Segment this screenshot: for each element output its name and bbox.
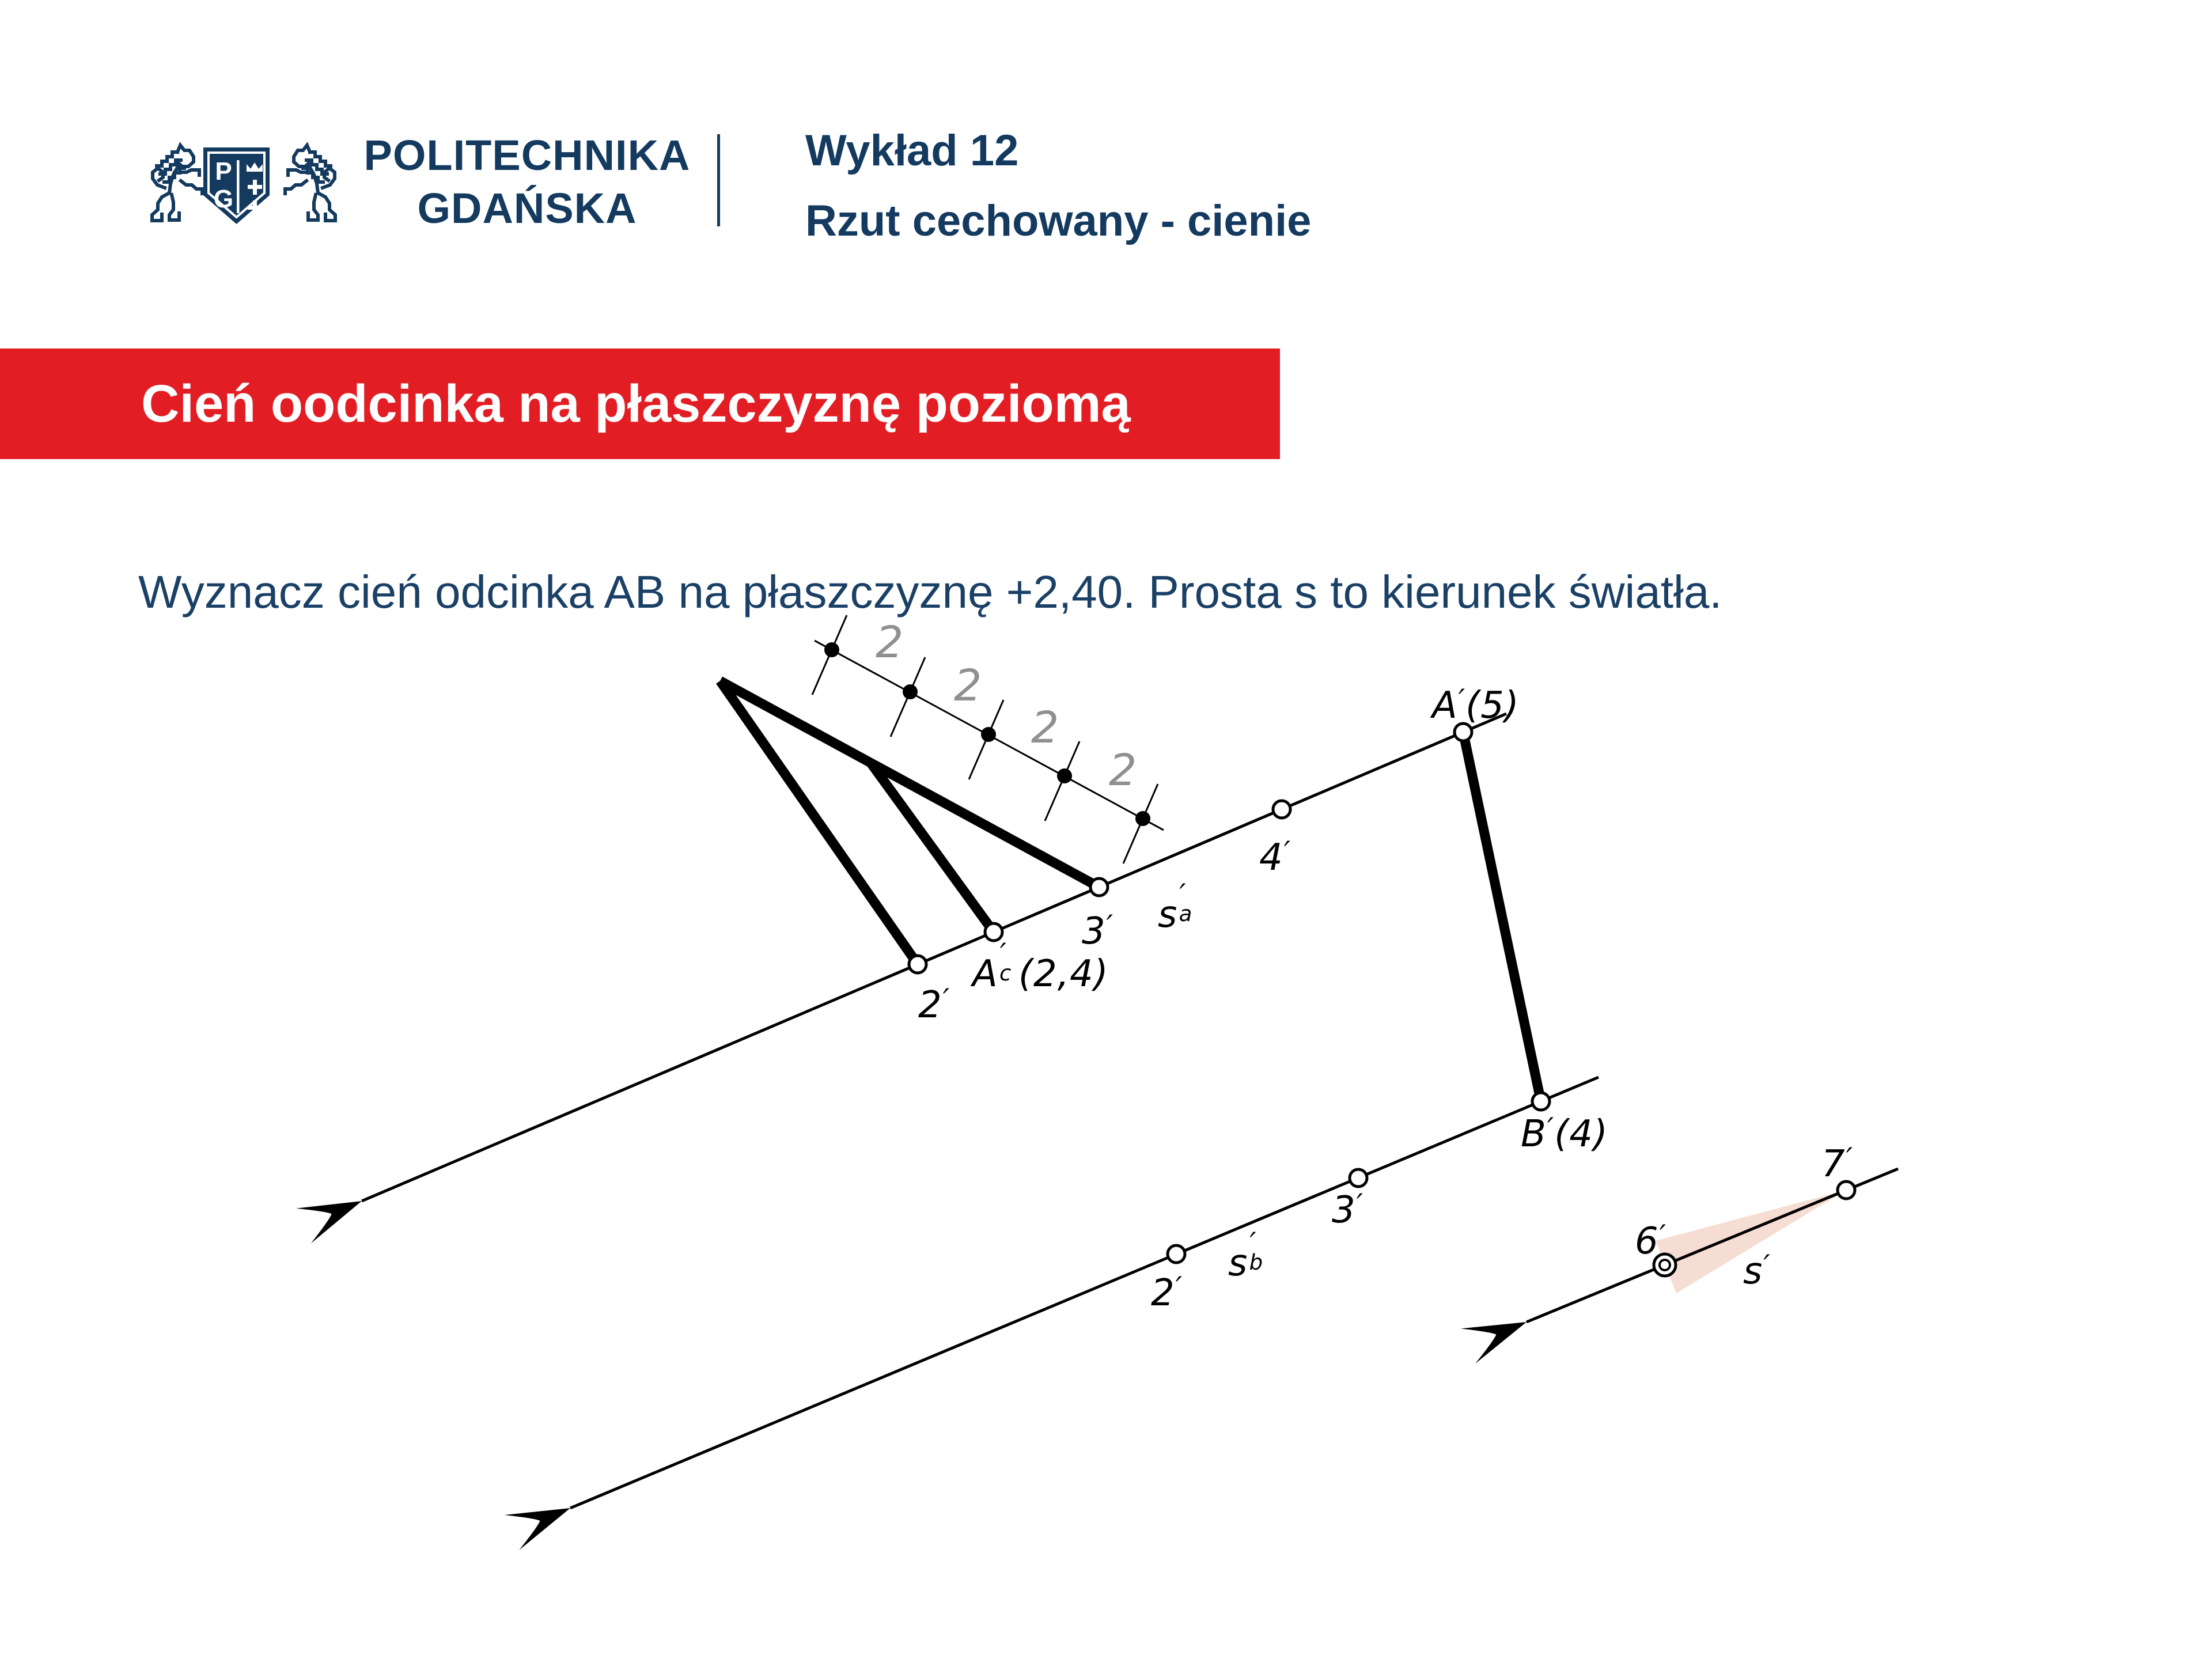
- point-3-upper: [1090, 878, 1108, 896]
- label-3-lower: 3′: [1332, 1188, 1364, 1232]
- label-4-upper: 4′: [1259, 835, 1291, 879]
- label-3-upper: 3′: [1082, 909, 1114, 953]
- point-3-lower: [1350, 1169, 1367, 1187]
- segment-apex-to-2: [720, 681, 918, 964]
- graduation-dot: [903, 684, 918, 699]
- lecture-title: Wykład 12: [805, 126, 1019, 175]
- line-sa: [362, 714, 1506, 1201]
- shield-letter-g: G: [213, 185, 234, 213]
- point-b: [1532, 1093, 1550, 1110]
- label-7: 7′: [1821, 1142, 1854, 1185]
- label-sb: s ′ b: [1228, 1226, 1264, 1285]
- task-text: Wyznacz cień odcinka AB na płaszczyznę +2,40. Prosta s to kierunek światła.: [138, 566, 1722, 618]
- unit-mark: 2: [876, 616, 904, 668]
- shield-letter-p: P: [215, 157, 232, 185]
- unit-mark: 2: [1031, 702, 1059, 753]
- graduation-dot: [824, 642, 839, 657]
- label-ac: A ′ c (2,4): [972, 937, 1109, 995]
- point-2-lower: [1168, 1245, 1185, 1263]
- brand-line2: GDAŃSKA: [417, 184, 637, 232]
- line-sb: [570, 1077, 1599, 1508]
- arrowhead-s-light: [1461, 1304, 1534, 1363]
- segment-to-ac: [871, 763, 994, 932]
- arrowhead-sb: [505, 1491, 578, 1550]
- lecture-subtitle: Rzut cechowany - cienie: [805, 196, 1312, 245]
- brand-line1: POLITECHNIKA: [363, 131, 691, 179]
- graduation-dot: [1135, 811, 1150, 826]
- label-2-lower: 2′: [1151, 1271, 1183, 1315]
- label-b4: B′(4): [1521, 1112, 1608, 1156]
- graduation-dot: [981, 727, 996, 742]
- label-6: 6′: [1635, 1219, 1667, 1263]
- label-s: s′: [1743, 1249, 1771, 1293]
- unit-mark: 2: [1109, 744, 1137, 796]
- label-a5: A′(5): [1432, 683, 1520, 727]
- arrowhead-sa: [296, 1184, 369, 1244]
- label-sa: s ′ a: [1158, 878, 1193, 936]
- section-title: Cień oodcinka na płaszczyznę poziomą: [141, 374, 1131, 433]
- point-4-upper: [1273, 801, 1290, 818]
- point-2-upper: [909, 956, 926, 973]
- label-2-upper: 2′: [918, 983, 950, 1027]
- graduation-dot: [1057, 768, 1072, 783]
- segment-ab: [1463, 732, 1541, 1101]
- unit-mark: 2: [954, 660, 982, 711]
